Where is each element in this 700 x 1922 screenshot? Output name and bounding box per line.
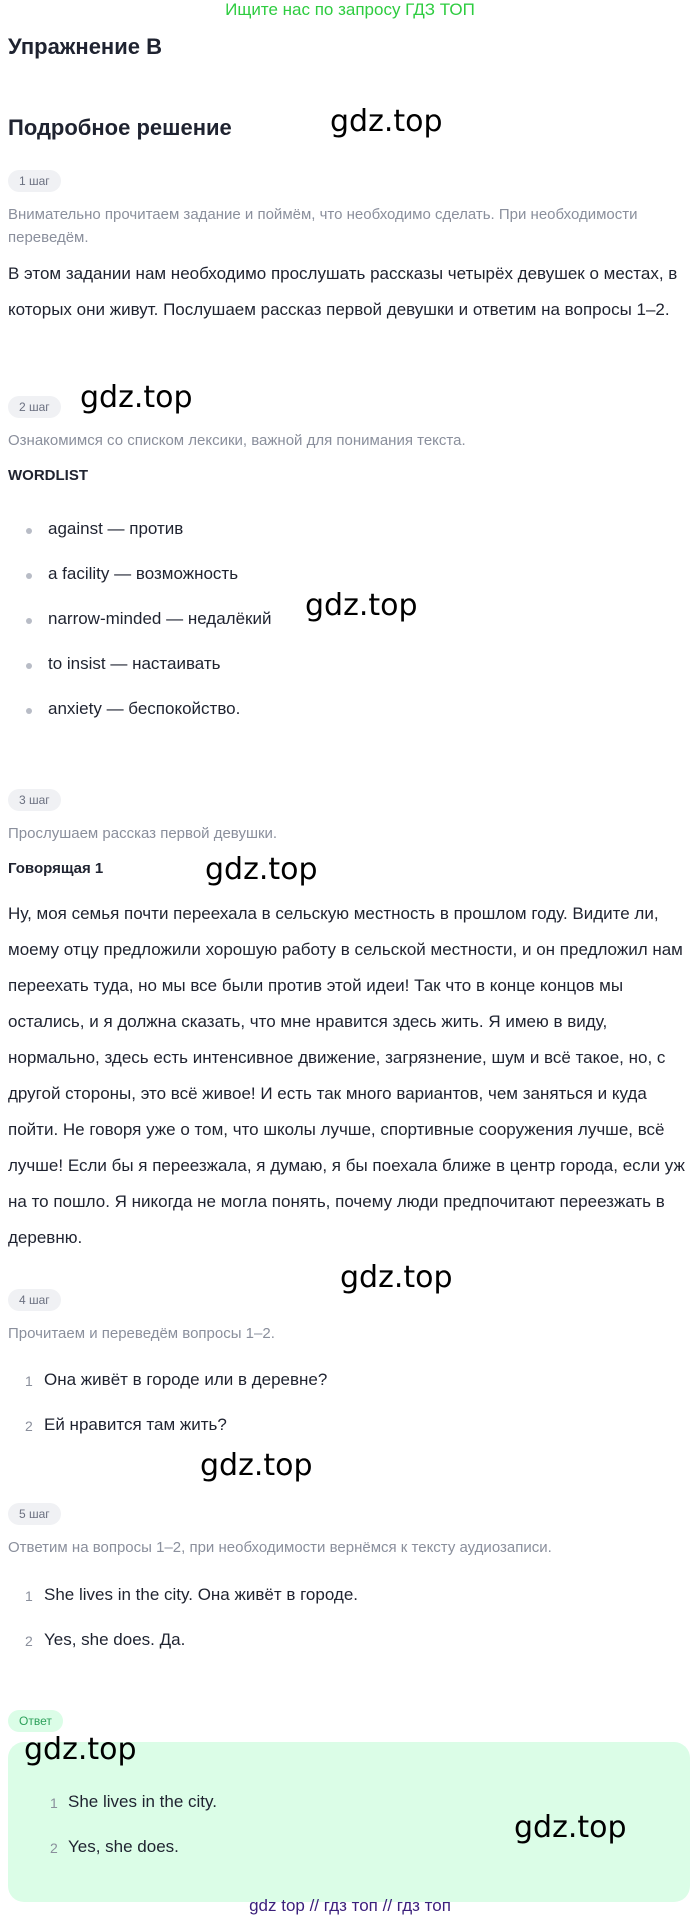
- footer-links[interactable]: gdz top // гдз топ // гдз топ: [249, 1896, 451, 1915]
- final-answer-text: She lives in the city.: [68, 1792, 217, 1811]
- question-number: 2: [25, 1418, 33, 1434]
- bullet: [26, 618, 32, 624]
- wordlist-item: anxiety — беспокойство.: [48, 699, 241, 718]
- watermark: gdz.top: [305, 588, 418, 623]
- bullet: [26, 663, 32, 669]
- wordlist-item: narrow-minded — недалёкий: [48, 609, 272, 628]
- question-number: 1: [25, 1373, 33, 1389]
- step-4-hint: Прочитаем и переведём вопросы 1–2.: [8, 1325, 275, 1342]
- answer-text: Yes, she does. Да.: [44, 1630, 186, 1649]
- step-badge-5: 5 шаг: [8, 1503, 61, 1525]
- answer-number: 2: [25, 1633, 33, 1649]
- page-title: Упражнение B: [8, 34, 162, 59]
- bullet: [26, 573, 32, 579]
- final-answer-number: 2: [50, 1840, 58, 1856]
- watermark: gdz.top: [80, 380, 193, 415]
- step-2-hint: Ознакомимся со списком лексики, важной для понимания текста.: [8, 432, 466, 449]
- step-3-hint: Прослушаем рассказ первой девушки.: [8, 825, 278, 842]
- answer-badge: Ответ: [8, 1710, 63, 1732]
- watermark: gdz.top: [514, 1810, 627, 1845]
- speaker-label: Говорящая 1: [8, 860, 104, 877]
- step-3-text: Ну, моя семья почти переехала в сельскую местность в прошлом году. Видите ли, моему отцу предложили хорошую работу в сельской местности, и он предложил нам переехать туда, но мы все были против этой идеи! Так что в конце концов мы остались, и я должна сказать, что мне нравится здесь жить. Я имею в виду, нормально, здесь есть интенсивное движение, загрязнение, шум и всё такое, но, с другой стороны, это всё живое! И есть так много вариантов, чем заняться и куда пойти. Не говоря уже о том, что школы лучше, спортивные сооружения лучше, всё лучше! Если бы я переезжала, я думаю, я бы поехала ближе в центр города, если уж на то пошло. Я никогда не могла понять, почему люди предпочитают переезжать в деревню.: [8, 904, 685, 1247]
- wordlist-item: to insist — настаивать: [48, 654, 221, 673]
- bullet: [26, 528, 32, 534]
- watermark: gdz.top: [24, 1732, 137, 1767]
- answer-number: 1: [25, 1588, 33, 1604]
- watermark: gdz.top: [330, 104, 443, 139]
- watermark: gdz.top: [200, 1448, 313, 1483]
- section-title: Подробное решение: [8, 115, 232, 140]
- step-badge-2: 2 шаг: [8, 396, 61, 418]
- final-answer-number: 1: [50, 1795, 58, 1811]
- step-badge-3: 3 шаг: [8, 789, 61, 811]
- step-badge-4: 4 шаг: [8, 1289, 61, 1311]
- step-1-text: В этом задании нам необходимо прослушать рассказы четырёх девушек о местах, в которых они живут. Послушаем рассказ первой девушки и ответим на вопросы 1–2.: [8, 264, 678, 319]
- question-text: Ей нравится там жить?: [44, 1415, 227, 1434]
- wordlist-item: against — против: [48, 519, 184, 538]
- step-badge-1: 1 шаг: [8, 170, 61, 192]
- watermark: gdz.top: [205, 852, 318, 887]
- question-text: Она живёт в городе или в деревне?: [44, 1370, 328, 1389]
- wordlist-title: WORDLIST: [8, 467, 88, 484]
- step-1-hint: Внимательно прочитаем задание и поймём, что необходимо сделать. При необходимости переведём.: [8, 206, 638, 246]
- wordlist-item: a facility — возможность: [48, 564, 239, 583]
- step-5-hint: Ответим на вопросы 1–2, при необходимости вернёмся к тексту аудиозаписи.: [8, 1539, 552, 1556]
- top-banner: Ищите нас по запросу ГДЗ ТОП: [225, 0, 475, 19]
- watermark: gdz.top: [340, 1260, 453, 1295]
- bullet: [26, 708, 32, 714]
- answer-text: She lives in the city. Она живёт в городе.: [44, 1585, 359, 1604]
- final-answer-text: Yes, she does.: [68, 1837, 179, 1856]
